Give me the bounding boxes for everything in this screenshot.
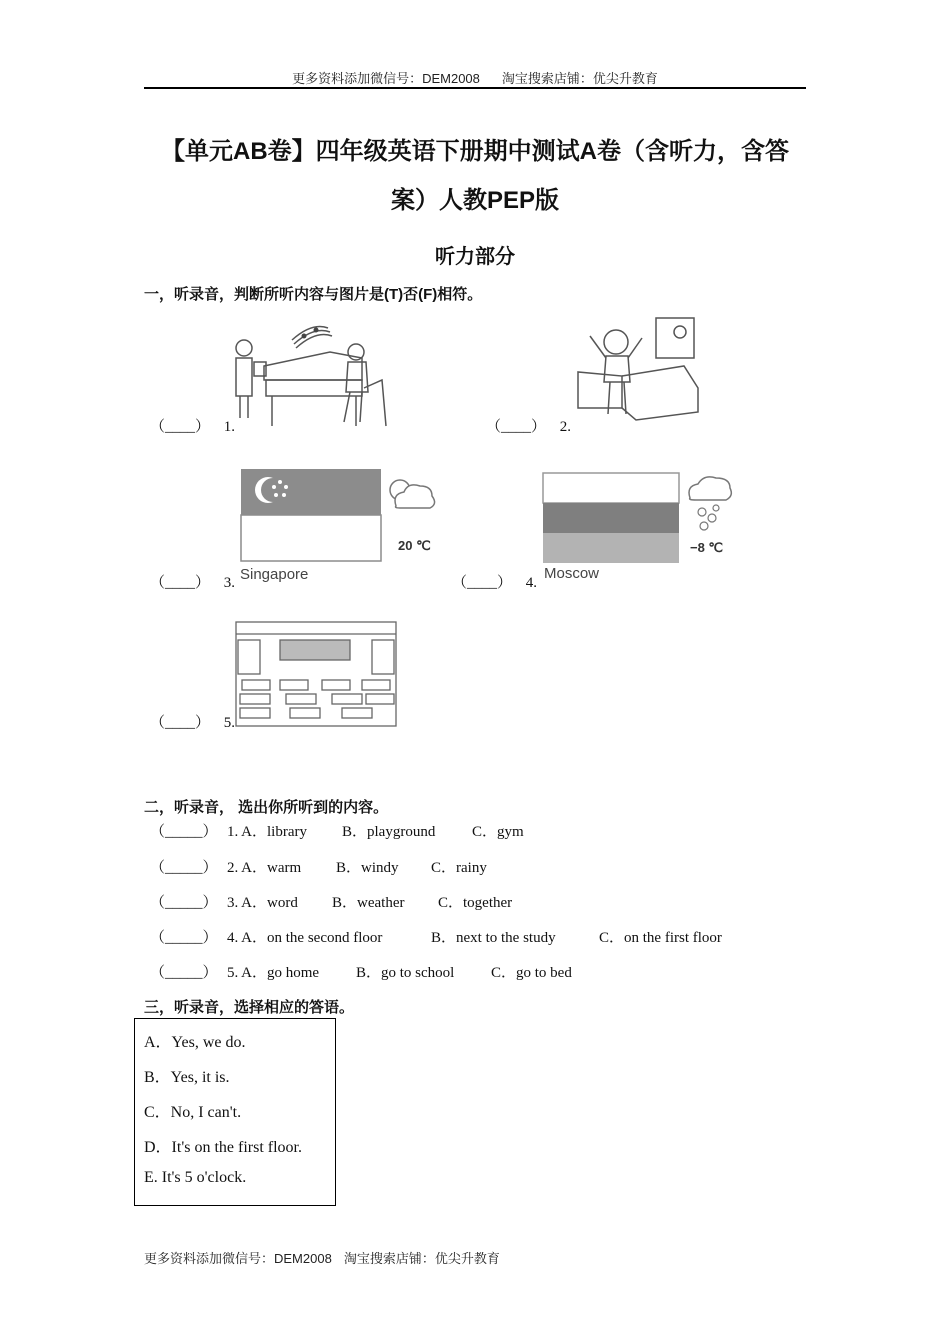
answer-option-b: B．Yes, it is. [144,1069,230,1086]
option-c: C．together [438,895,513,911]
answer-option-e: E. It's 5 o'clock. [144,1169,247,1186]
option-b: B．weather [332,895,405,911]
option-a: 4. A．on the second floor [227,930,383,946]
doc-title-line2: 案）人教PEP版 [390,187,560,214]
part1-item3 [150,571,235,592]
option-a: 2. A．warm [227,860,302,876]
temperature-label: 20 ℃ [398,538,431,553]
part2-question1 [150,820,850,842]
answer-blank[interactable]: （____） [150,715,211,731]
part2-question5 [150,961,850,983]
answer-blank[interactable]: （_____） [150,965,218,981]
part1-item5 [150,711,235,732]
header-shop: 淘宝搜索店铺：优尖升教育 [501,71,658,86]
option-c: C．rainy [431,860,487,876]
option-a: 3. A．word [227,895,298,911]
part2-question4 [150,926,850,948]
answer-blank[interactable]: （_____） [150,824,218,840]
answer-blank[interactable]: （____） [452,575,513,591]
answer-option-c: C．No, I can't. [144,1104,242,1121]
header-wechat: 更多资料添加微信号：DEM2008 [292,71,480,86]
doc-title-line1: 【单元AB卷】四年级英语下册期中测试A卷（含听力，含答 [161,138,789,165]
part3-heading: 三，听录音，选择相应的答语。 [144,999,355,1016]
part1-item2 [486,415,571,436]
part1-item1 [150,415,235,436]
item-number: 1. [223,419,236,435]
footer-shop: 淘宝搜索店铺：优尖升教育 [343,1251,500,1266]
boy-getting-up-icon [576,316,700,422]
part2-heading: 二，听录音， 选出你所听到的内容。 [144,799,389,816]
header-rule [144,87,806,89]
part2-question2 [150,856,850,878]
answer-blank[interactable]: （____） [150,419,211,435]
item-number: 5. [223,715,236,731]
listening-heading: 听力部分 [435,246,515,268]
city-caption: Moscow [544,565,600,582]
city-caption: Singapore [240,566,309,583]
part1-item4 [452,571,537,592]
music-class-icon [232,318,392,430]
answer-blank[interactable]: （____） [486,419,547,435]
option-c: C．on the first floor [599,930,722,946]
page-footer [144,1248,512,1267]
option-a: 5. A．go home [227,965,320,981]
option-c: C．go to bed [491,965,572,981]
answer-options-box [134,1018,336,1206]
page-header [0,68,950,87]
option-c: C．gym [472,824,524,840]
item-number: 2. [559,419,572,435]
answer-blank[interactable]: （_____） [150,860,218,876]
answer-blank[interactable]: （_____） [150,930,218,946]
option-b: B．playground [342,824,436,840]
temperature-label: −8 ℃ [690,540,724,555]
option-a: 1. A．library [227,824,307,840]
option-b: B．windy [336,860,399,876]
singapore-flag-icon [236,466,442,584]
answer-option-a: A．Yes, we do. [144,1034,246,1051]
footer-wechat: 更多资料添加微信号：DEM2008 [144,1251,332,1266]
item-number: 3. [223,575,236,591]
classroom-icon [234,620,398,728]
moscow-flag-icon [540,470,736,584]
answer-option-d: D．It's on the first floor. [144,1139,302,1156]
answer-blank[interactable]: （_____） [150,895,218,911]
option-b: B．next to the study [431,930,556,946]
part1-heading: 一，听录音，判断所听内容与图片是(T)否(F)相符。 [144,286,483,303]
answer-blank[interactable]: （____） [150,575,211,591]
option-b: B．go to school [356,965,455,981]
part2-question3 [150,891,850,913]
item-number: 4. [525,575,538,591]
